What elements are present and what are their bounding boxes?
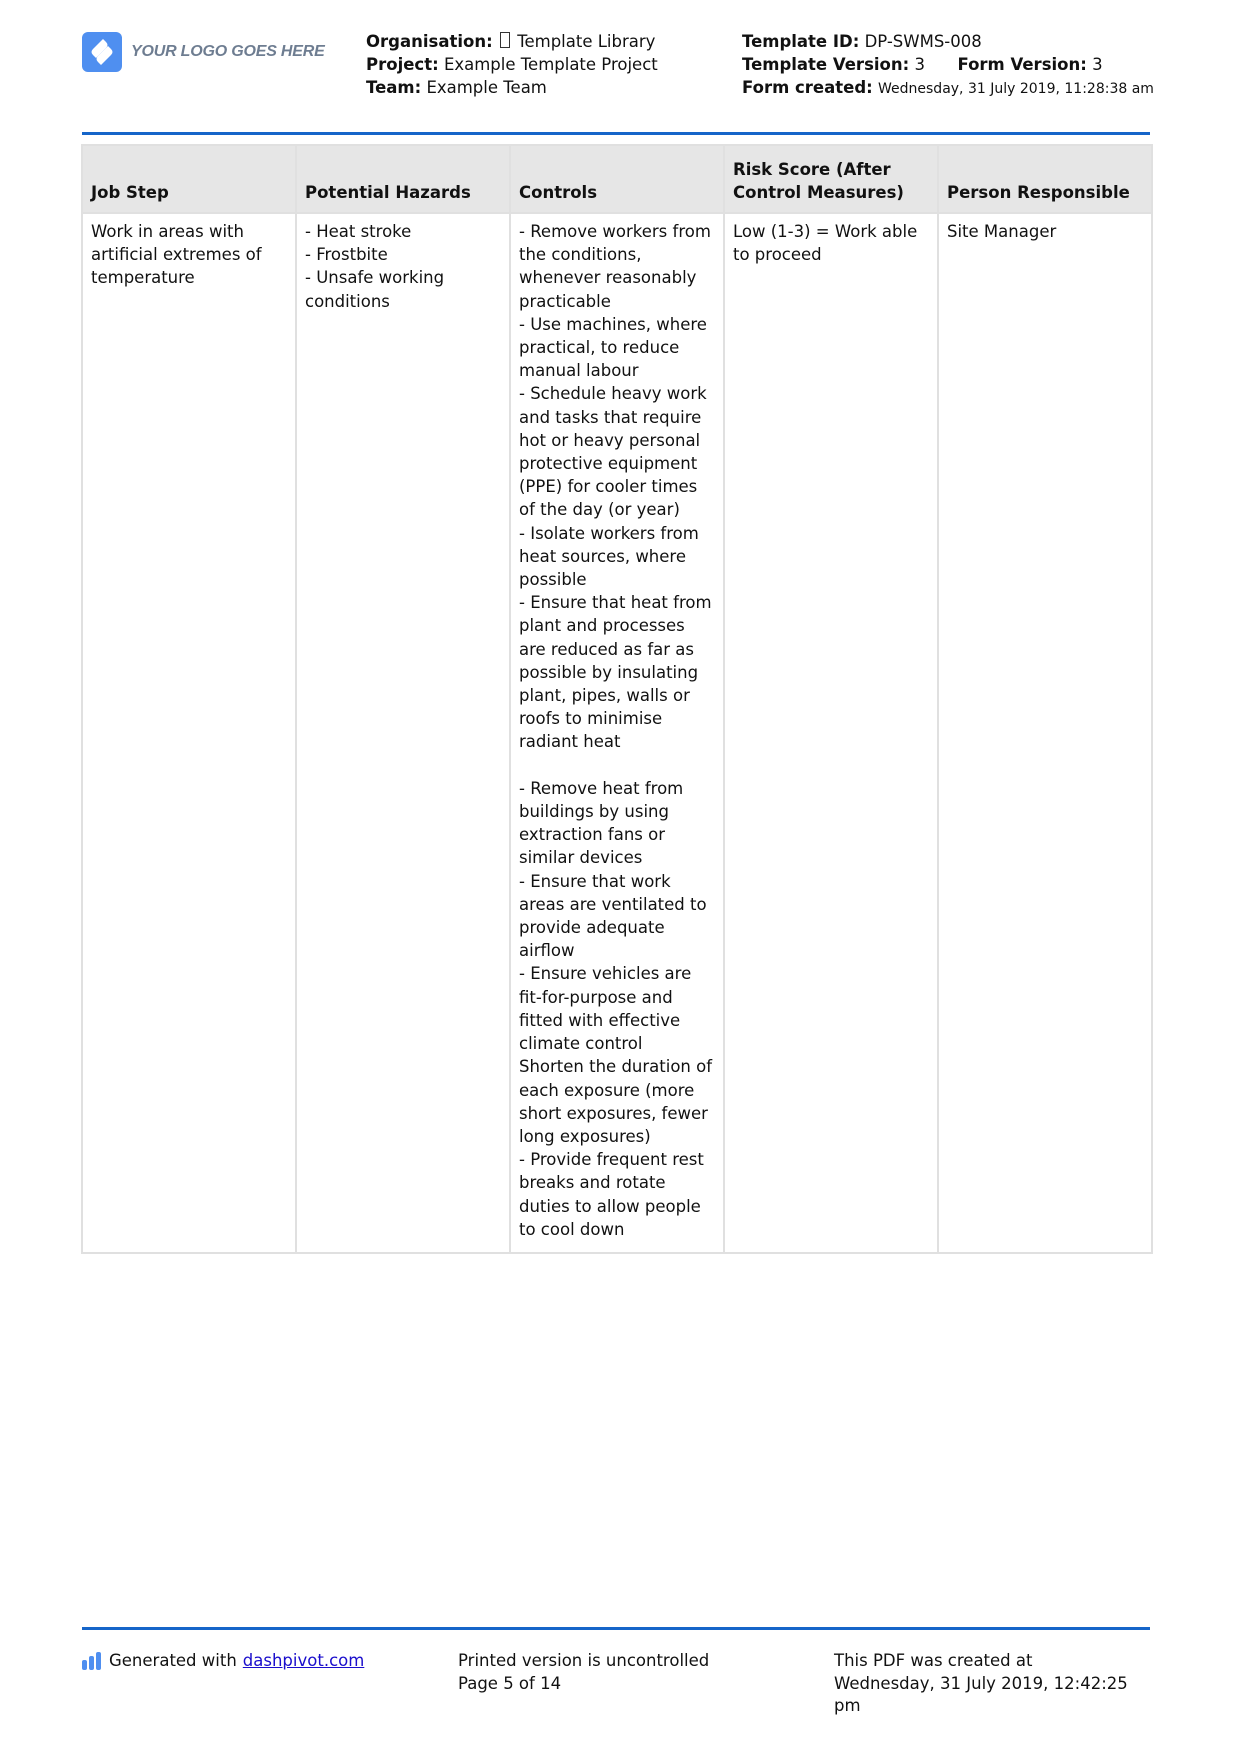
header-divider [82,132,1150,135]
version-row: Template Version: 3 Form Version: 3 [742,55,1103,74]
table-row [82,213,1152,1253]
control-spacer [519,754,715,777]
risk-score-cell: Low (1-3) = Work able to proceed [724,213,938,1253]
table-header-row [82,145,1152,213]
uncontrolled-notice: Printed version is uncontrolled [458,1651,710,1670]
control-item: - Remove workers from the conditions, whenever reasonably practicable [519,222,711,311]
hazard-item: - Heat stroke [305,222,412,241]
project-row: Project: Example Template Project [366,55,658,74]
control-item: - Isolate workers from heat sources, where possible [519,523,699,590]
page-number: Page 5 of 14 [458,1673,562,1693]
hazard-item: - Unsafe working conditions [305,268,445,311]
form-created-row: Form created: Wednesday, 31 July 2019, 11:28:38 am [742,78,1154,97]
team-row: Team: Example Team [366,78,547,97]
person-responsible-cell: Site Manager [938,213,1152,1253]
generated-with: Generated with dashpivot.com [82,1650,364,1673]
document-header [82,0,1154,132]
template-version-value: 3 [914,55,925,74]
project-value: Example Template Project [443,55,658,74]
missing-glyph-icon [500,32,510,48]
template-id-value: DP-SWMS-008 [864,32,982,51]
logo-mark-icon [82,32,122,72]
control-item: - Ensure that work areas are ventilated to provide adequate airflow [519,871,707,961]
job-step-cell: Work in areas with artificial extremes of temperature [82,213,296,1253]
column-header-risk-score: Risk Score (After Control Measures) [724,145,938,213]
page-info [458,1650,709,1695]
control-item: - Provide frequent rest breaks and rotate duties to allow people to cool down [519,1150,704,1239]
organisation-row: Organisation: Template Library [366,32,656,51]
organisation-value: Template Library [517,32,656,51]
company-logo [82,32,325,72]
control-item: - Ensure vehicles are fit-for-purpose and fitted with effective climate control [519,964,692,1054]
control-item: - Use machines, where practical, to reduce manual labour [519,314,707,381]
form-created-value: Wednesday, 31 July 2019, 11:28:38 am [878,81,1154,97]
column-header-controls: Controls [510,145,724,213]
swms-table [81,144,1153,1254]
controls-cell [510,213,724,1253]
pdf-created: This PDF was created at Wednesday, 31 July 2019, 12:42:25 pm [834,1650,1154,1718]
control-item: Shorten the duration of each exposure (more short exposures, fewer long exposures) [519,1057,713,1146]
project-meta [366,30,658,99]
hazard-item: - Frostbite [305,245,388,265]
logo-text: YOUR LOGO GOES HERE [131,43,325,60]
form-version-value: 3 [1092,55,1103,74]
column-header-person-responsible: Person Responsible [938,145,1152,213]
team-value: Example Team [426,78,547,97]
template-meta [742,30,1162,101]
control-item: - Ensure that heat from plant and processes are reduced as far as possible by insulating plant, pipes, walls or roofs to minimise radiant heat [519,593,712,752]
template-id-row: Template ID: DP-SWMS-008 [742,32,982,51]
column-header-potential-hazards: Potential Hazards [296,145,510,213]
hazards-cell [296,213,510,1253]
dashpivot-link[interactable]: dashpivot.com [242,1651,365,1670]
pdf-created-timestamp: Wednesday, 31 July 2019, 12:42:25 pm [834,1673,1128,1715]
column-header-job-step: Job Step [82,145,296,213]
footer-divider [82,1627,1150,1630]
dashpivot-logo-icon [82,1652,101,1670]
control-item: - Remove heat from buildings by using extraction fans or similar devices [519,778,684,868]
control-item: - Schedule heavy work and tasks that require hot or heavy personal protective equipment (PPE) for cooler times of the day (or year) [519,384,707,520]
